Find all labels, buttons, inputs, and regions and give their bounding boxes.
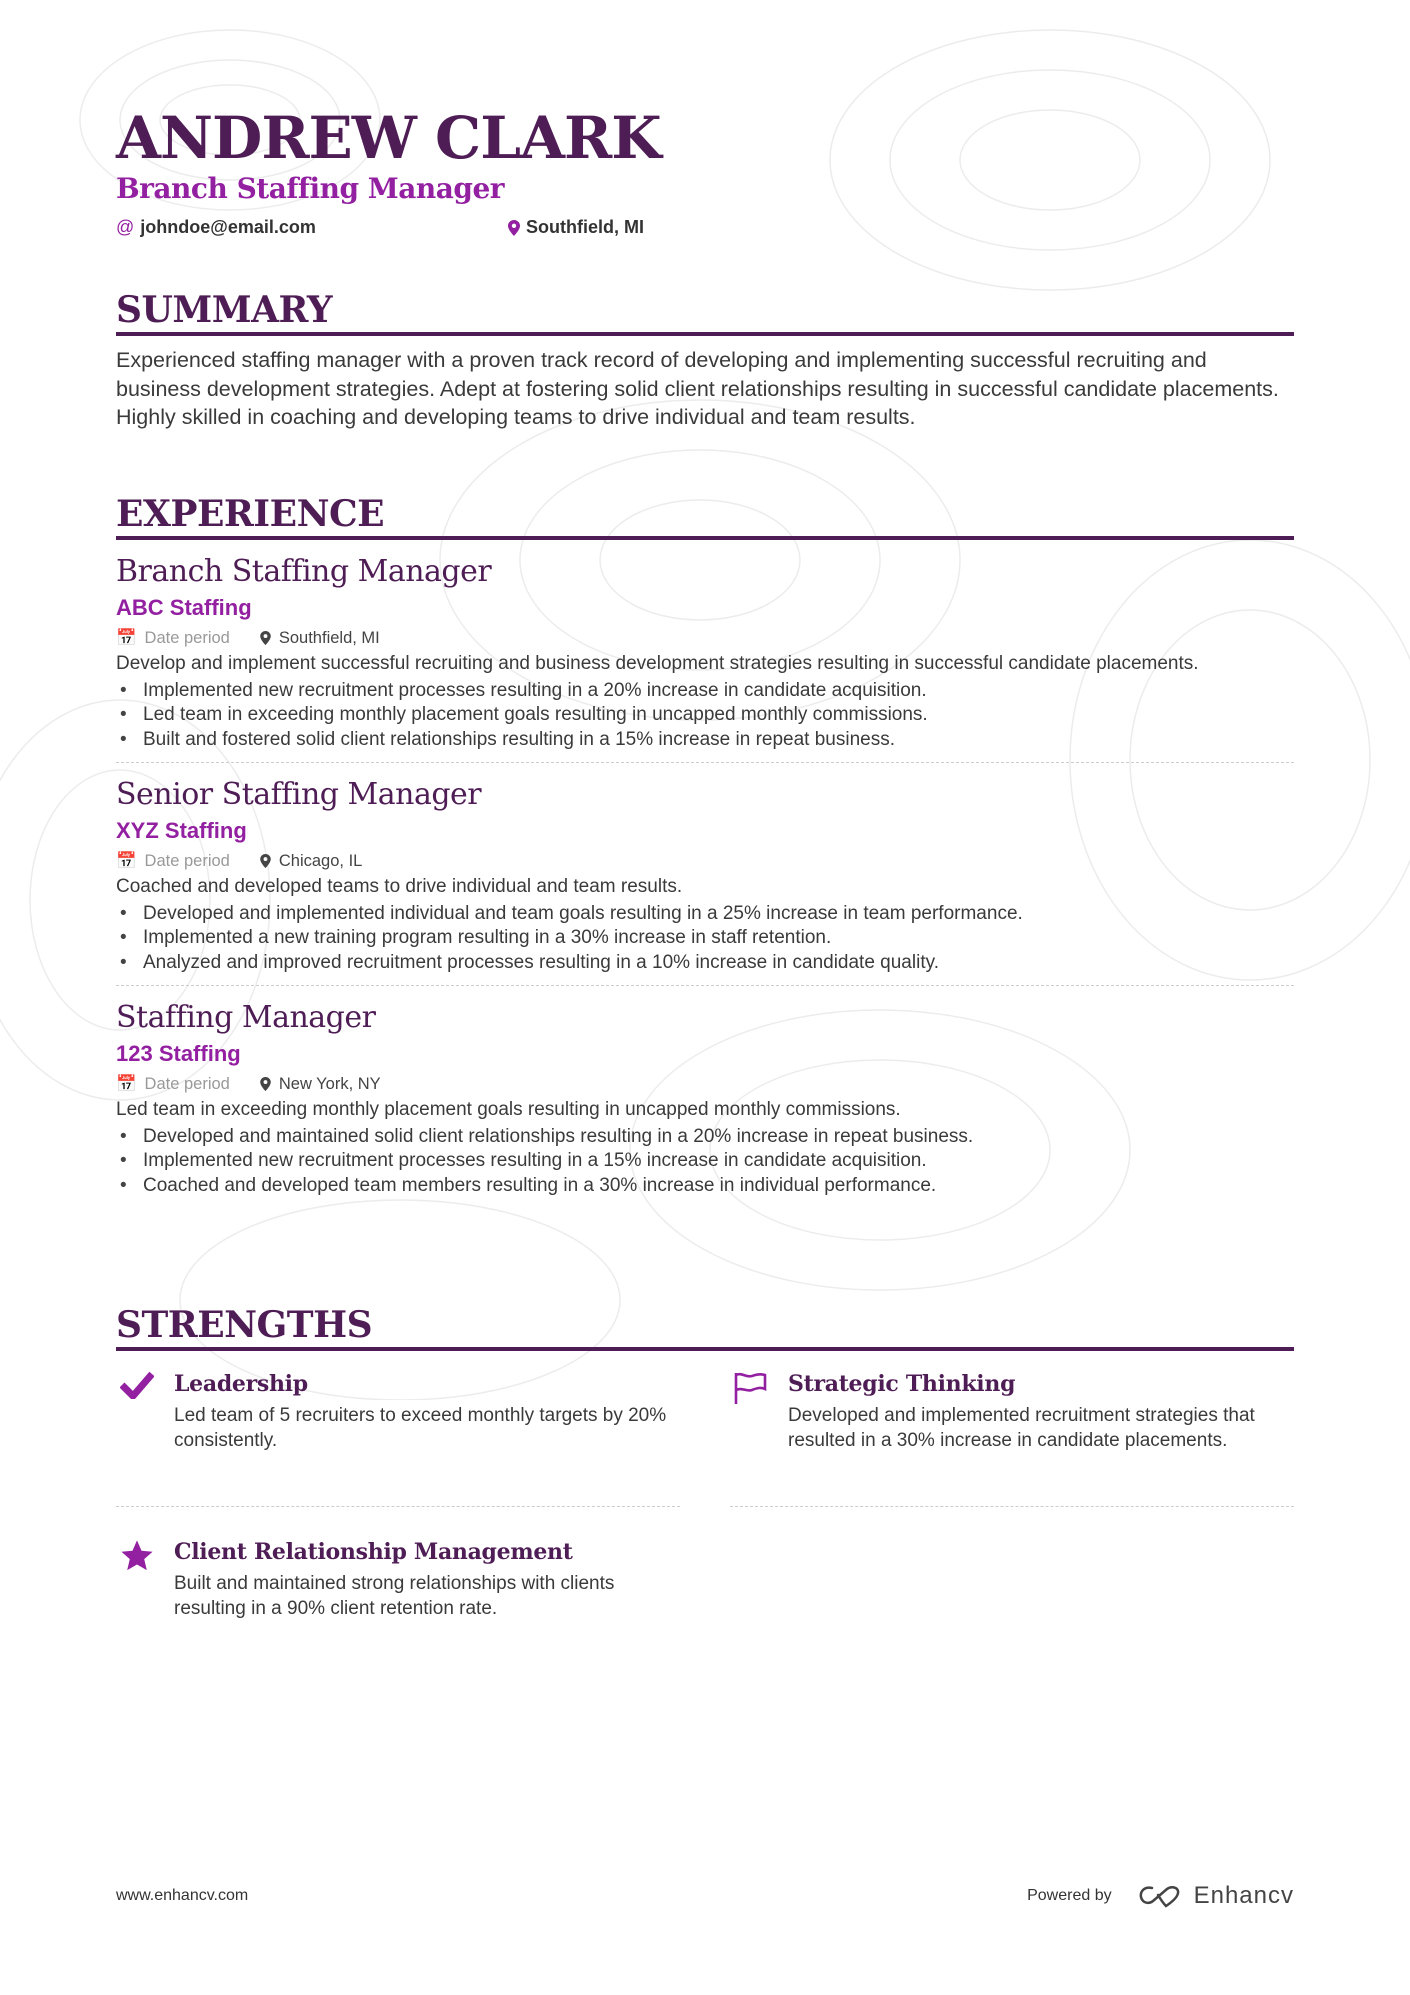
strengths-section	[116, 1303, 1294, 1705]
bullet-item: • Developed and implemented individual and team goals resulting in a 25% increase in team performance.	[116, 902, 1294, 927]
job-title: Senior Staffing Manager	[116, 777, 482, 812]
at-icon: @	[116, 217, 135, 237]
location-pin-icon	[260, 854, 271, 868]
candidate-name: ANDREW CLARK	[116, 104, 661, 172]
job-bullets	[116, 900, 1294, 976]
bullet-item: • Implemented new recruitment processes resulting in a 15% increase in candidate acquisition.	[116, 1149, 1294, 1174]
calendar-icon: 📅	[116, 629, 137, 647]
flag-icon	[733, 1371, 769, 1405]
location-text: Southfield, MI	[526, 217, 644, 237]
bullet-item: • Implemented new recruitment processes resulting in a 20% increase in candidate acquisition.	[116, 679, 1294, 704]
location-pin-icon	[260, 1077, 271, 1091]
job-description: Led team in exceeding monthly placement goals resulting in uncapped monthly commissions.	[116, 1099, 901, 1120]
experience-section	[116, 492, 1294, 1220]
location-pin-icon	[260, 631, 271, 645]
enhancv-logo[interactable]	[1138, 1882, 1294, 1910]
email-text: johndoe@email.com	[140, 217, 316, 237]
job-entry	[116, 998, 1294, 1208]
strength-text: Built and maintained strong relationships with clients resulting in a 90% client retention rate.	[174, 1573, 615, 1619]
job-title: Branch Staffing Manager	[116, 554, 492, 589]
star-icon	[120, 1539, 154, 1573]
calendar-icon: 📅	[116, 1075, 137, 1093]
company-name: XYZ Staffing	[116, 818, 247, 843]
experience-heading: EXPERIENCE	[116, 492, 1294, 540]
bullet-item: • Coached and developed team members resulting in a 30% increase in individual performance.	[116, 1174, 1294, 1199]
strength-item	[116, 1537, 680, 1675]
candidate-title: Branch Staffing Manager	[116, 172, 505, 205]
brand-name: Enhancv	[1193, 1882, 1294, 1909]
job-bullets	[116, 677, 1294, 753]
strength-item	[730, 1369, 1294, 1507]
summary-section	[116, 288, 1294, 432]
job-date: Date period	[144, 1075, 230, 1093]
location-pin-icon	[508, 220, 520, 236]
company-name: ABC Staffing	[116, 595, 252, 620]
powered-by-label: Powered by	[1027, 1887, 1112, 1904]
strength-text: Led team of 5 recruiters to exceed monthly targets by 20% consistently.	[174, 1405, 667, 1451]
footer	[116, 1882, 1294, 1910]
strength-title: Leadership	[174, 1371, 308, 1397]
strength-text: Developed and implemented recruitment strategies that resulted in a 30% increase in candidate placements.	[788, 1405, 1255, 1451]
job-bullets	[116, 1123, 1294, 1199]
contact-location	[508, 217, 644, 238]
contact-email[interactable]	[116, 217, 316, 238]
job-location: Chicago, IL	[278, 852, 363, 870]
job-location: Southfield, MI	[278, 629, 380, 647]
company-name: 123 Staffing	[116, 1041, 241, 1066]
job-entry	[116, 775, 1294, 986]
job-title: Staffing Manager	[116, 1000, 376, 1035]
calendar-icon: 📅	[116, 852, 137, 870]
bullet-item: • Led team in exceeding monthly placement goals resulting in uncapped monthly commissions.	[116, 703, 1294, 728]
summary-text: Experienced staffing manager with a proven track record of developing and implementing successful recruiting and business development strategies. Adept at fostering solid client relationships resulting in successful candidate placements. Highly skilled in coaching and developing teams to drive individual and team results.	[116, 348, 1279, 430]
job-location: New York, NY	[278, 1075, 381, 1093]
strengths-heading: STRENGTHS	[116, 1303, 1294, 1351]
bullet-item: • Implemented a new training program resulting in a 30% increase in staff retention.	[116, 926, 1294, 951]
summary-heading: SUMMARY	[116, 288, 1294, 336]
strength-item	[116, 1369, 680, 1507]
job-date: Date period	[144, 852, 230, 870]
job-description: Coached and developed teams to drive individual and team results.	[116, 876, 683, 897]
bullet-item: • Built and fostered solid client relationships resulting in a 15% increase in repeat business.	[116, 728, 1294, 753]
bullet-item: • Analyzed and improved recruitment processes resulting in a 10% increase in candidate quality.	[116, 951, 1294, 976]
check-icon	[120, 1371, 154, 1399]
website-link[interactable]: www.enhancv.com	[116, 1887, 249, 1904]
bullet-item: • Developed and maintained solid client relationships resulting in a 20% increase in repeat business.	[116, 1125, 1294, 1150]
enhancv-logo-icon	[1138, 1884, 1184, 1908]
strength-title: Client Relationship Management	[174, 1539, 573, 1565]
strength-title: Strategic Thinking	[788, 1371, 1016, 1397]
job-date: Date period	[144, 629, 230, 647]
job-entry	[116, 552, 1294, 763]
job-description: Develop and implement successful recruiting and business development strategies resulting in successful candidate placements.	[116, 653, 1199, 674]
